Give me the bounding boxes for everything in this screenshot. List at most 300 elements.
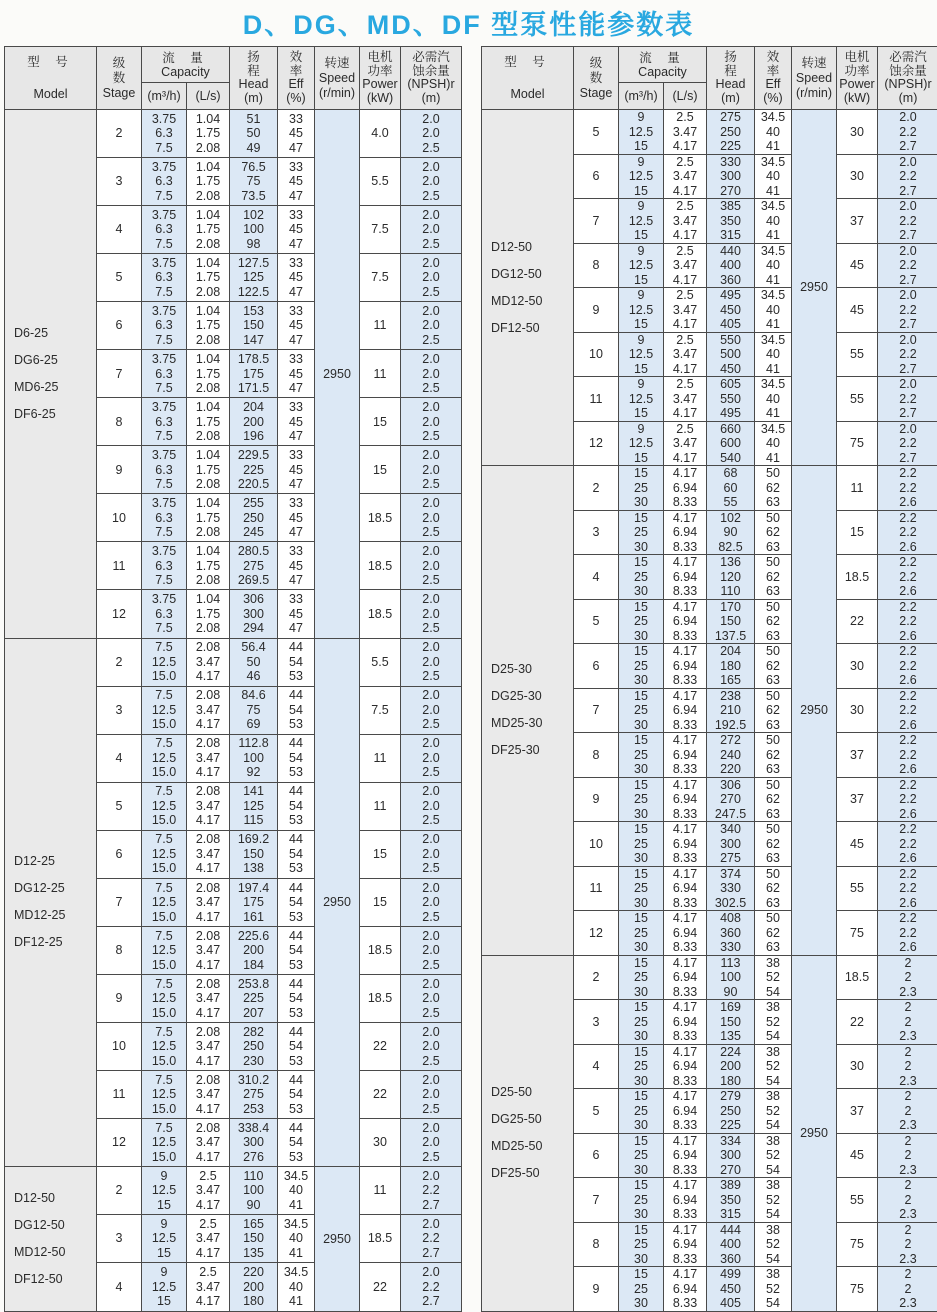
capacity-ls-cell: 2.08 3.47 4.17 [187, 878, 230, 926]
capacity-ls-cell: 4.17 6.94 8.33 [664, 822, 707, 867]
model-name: DG25-30 [491, 690, 573, 703]
capacity-m3h-cell: 3.75 6.3 7.5 [142, 254, 187, 302]
eff-cell: 38 52 54 [755, 1133, 792, 1178]
npsh-cell: 2.2 2.2 2.6 [878, 822, 937, 867]
model-cell [482, 466, 574, 956]
model-name: DF12-50 [14, 1273, 96, 1286]
capacity-ls-cell: 1.04 1.75 2.08 [187, 206, 230, 254]
npsh-cell: 2.0 2.0 2.5 [401, 686, 462, 734]
npsh-cell: 2.0 2.0 2.5 [401, 734, 462, 782]
capacity-m3h-cell: 7.5 12.5 15.0 [142, 734, 187, 782]
eff-cell: 50 62 63 [755, 866, 792, 911]
head-cell: 255 250 245 [230, 494, 278, 542]
eff-cell: 33 45 47 [278, 302, 315, 350]
npsh-cell: 2.0 2.2 2.7 [878, 154, 937, 199]
eff-cell: 38 52 54 [755, 1000, 792, 1045]
capacity-m3h-cell: 15 25 30 [619, 1267, 664, 1312]
eff-cell: 34.5 40 41 [755, 377, 792, 422]
stage-cell: 6 [97, 830, 142, 878]
eff-cell: 50 62 63 [755, 644, 792, 689]
head-cell: 204 180 165 [707, 644, 755, 689]
stage-cell: 12 [574, 911, 619, 956]
capacity-ls-cell: 4.17 6.94 8.33 [664, 1133, 707, 1178]
head-cell: 282 250 230 [230, 1022, 278, 1070]
power-cell: 5.5 [360, 638, 401, 686]
header-model-en: Model [5, 87, 96, 101]
capacity-ls-cell: 1.04 1.75 2.08 [187, 446, 230, 494]
speed-cell: 2950 [792, 955, 837, 1311]
stage-cell: 4 [574, 1044, 619, 1089]
pump-table-left [4, 46, 462, 1312]
head-cell: 229.5 225 220.5 [230, 446, 278, 494]
power-cell: 18.5 [360, 494, 401, 542]
model-name: D12-25 [14, 855, 96, 868]
head-cell: 280.5 275 269.5 [230, 542, 278, 590]
capacity-m3h-cell: 9 12.5 15 [142, 1215, 187, 1263]
capacity-m3h-cell: 3.75 6.3 7.5 [142, 494, 187, 542]
capacity-ls-cell: 4.17 6.94 8.33 [664, 688, 707, 733]
npsh-cell: 2.2 2.2 2.6 [878, 555, 937, 600]
npsh-cell: 2.2 2.2 2.6 [878, 644, 937, 689]
head-cell: 550 500 450 [707, 332, 755, 377]
power-cell: 55 [837, 332, 878, 377]
eff-cell: 34.5 40 41 [755, 110, 792, 155]
eff-cell: 33 45 47 [278, 590, 315, 638]
eff-cell: 44 54 53 [278, 878, 315, 926]
stage-cell: 5 [97, 254, 142, 302]
head-cell: 169.2 150 138 [230, 830, 278, 878]
capacity-ls-cell: 2.5 3.47 4.17 [664, 332, 707, 377]
capacity-m3h-cell: 7.5 12.5 15.0 [142, 830, 187, 878]
npsh-cell: 2.0 2.0 2.5 [401, 302, 462, 350]
npsh-cell: 2.0 2.0 2.5 [401, 926, 462, 974]
eff-cell: 50 62 63 [755, 510, 792, 555]
eff-cell: 50 62 63 [755, 555, 792, 600]
capacity-ls-cell: 1.04 1.75 2.08 [187, 302, 230, 350]
power-cell: 45 [837, 288, 878, 333]
power-cell: 15 [360, 830, 401, 878]
stage-cell: 12 [574, 421, 619, 466]
capacity-m3h-cell: 15 25 30 [619, 466, 664, 511]
capacity-ls-cell: 2.5 3.47 4.17 [664, 243, 707, 288]
power-cell: 18.5 [837, 955, 878, 1000]
npsh-cell: 2.0 2.0 2.5 [401, 1022, 462, 1070]
head-cell: 408 360 330 [707, 911, 755, 956]
stage-cell: 4 [97, 206, 142, 254]
power-cell: 11 [360, 302, 401, 350]
capacity-m3h-cell: 15 25 30 [619, 777, 664, 822]
capacity-ls-cell: 4.17 6.94 8.33 [664, 466, 707, 511]
model-name: D6-25 [14, 327, 96, 340]
power-cell: 7.5 [360, 686, 401, 734]
power-cell: 18.5 [360, 974, 401, 1022]
capacity-m3h-cell: 7.5 12.5 15.0 [142, 1070, 187, 1118]
eff-cell: 44 54 53 [278, 974, 315, 1022]
head-cell: 334 300 270 [707, 1133, 755, 1178]
power-cell: 18.5 [360, 590, 401, 638]
stage-cell: 3 [97, 1215, 142, 1263]
capacity-m3h-cell: 3.75 6.3 7.5 [142, 158, 187, 206]
capacity-m3h-cell: 15 25 30 [619, 1178, 664, 1223]
head-cell: 68 60 55 [707, 466, 755, 511]
capacity-m3h-cell: 7.5 12.5 15.0 [142, 974, 187, 1022]
power-cell: 45 [837, 822, 878, 867]
power-cell: 18.5 [360, 542, 401, 590]
stage-cell: 10 [97, 1022, 142, 1070]
model-name: MD12-50 [491, 295, 573, 308]
capacity-ls-cell: 2.08 3.47 4.17 [187, 686, 230, 734]
model-cell [5, 110, 97, 639]
power-cell: 45 [837, 1133, 878, 1178]
head-cell: 84.6 75 69 [230, 686, 278, 734]
page-title: D、DG、MD、DF 型泵性能参数表 [0, 0, 937, 46]
capacity-ls-cell: 2.08 3.47 4.17 [187, 1070, 230, 1118]
stage-cell: 8 [97, 926, 142, 974]
head-cell: 225.6 200 184 [230, 926, 278, 974]
speed-cell: 2950 [315, 638, 360, 1167]
npsh-cell: 2 2 2.3 [878, 1267, 937, 1312]
eff-cell: 33 45 47 [278, 446, 315, 494]
power-cell: 75 [837, 911, 878, 956]
model-name: D25-30 [491, 663, 573, 676]
capacity-m3h-cell: 7.5 12.5 15.0 [142, 1118, 187, 1166]
head-cell: 499 450 405 [707, 1267, 755, 1312]
npsh-cell: 2.2 2.2 2.6 [878, 599, 937, 644]
capacity-m3h-cell: 7.5 12.5 15.0 [142, 1022, 187, 1070]
eff-cell: 38 52 54 [755, 1178, 792, 1223]
npsh-cell: 2 2 2.3 [878, 1044, 937, 1089]
npsh-cell: 2.2 2.2 2.6 [878, 866, 937, 911]
eff-cell: 34.5 40 41 [278, 1167, 315, 1215]
head-cell: 338.4 300 276 [230, 1118, 278, 1166]
stage-cell: 9 [97, 446, 142, 494]
npsh-cell: 2 2 2.3 [878, 1089, 937, 1134]
stage-cell: 3 [97, 158, 142, 206]
capacity-ls-cell: 2.08 3.47 4.17 [187, 734, 230, 782]
model-name: DF12-50 [491, 322, 573, 335]
power-cell: 22 [837, 1000, 878, 1045]
power-cell: 15 [360, 878, 401, 926]
model-name: DG25-50 [491, 1113, 573, 1126]
head-cell: 102 90 82.5 [707, 510, 755, 555]
head-cell: 170 150 137.5 [707, 599, 755, 644]
capacity-m3h-cell: 15 25 30 [619, 911, 664, 956]
header-capacity-m3h: (m³/h) [619, 83, 664, 109]
head-cell: 110 100 90 [230, 1167, 278, 1215]
head-cell: 141 125 115 [230, 782, 278, 830]
power-cell: 11 [360, 782, 401, 830]
capacity-ls-cell: 2.08 3.47 4.17 [187, 638, 230, 686]
capacity-ls-cell: 1.04 1.75 2.08 [187, 158, 230, 206]
model-name: MD25-30 [491, 717, 573, 730]
npsh-cell: 2.0 2.0 2.5 [401, 542, 462, 590]
npsh-cell: 2.0 2.0 2.5 [401, 446, 462, 494]
npsh-cell: 2.0 2.2 2.7 [878, 421, 937, 466]
capacity-m3h-cell: 9 12.5 15 [619, 332, 664, 377]
table-row [482, 955, 937, 1000]
capacity-m3h-cell: 15 25 30 [619, 1133, 664, 1178]
npsh-cell: 2.0 2.0 2.5 [401, 1070, 462, 1118]
eff-cell: 34.5 40 41 [278, 1215, 315, 1263]
capacity-ls-cell: 2.5 3.47 4.17 [664, 421, 707, 466]
eff-cell: 33 45 47 [278, 110, 315, 158]
model-name: D12-50 [14, 1192, 96, 1205]
head-cell: 204 200 196 [230, 398, 278, 446]
head-cell: 56.4 50 46 [230, 638, 278, 686]
capacity-m3h-cell: 3.75 6.3 7.5 [142, 446, 187, 494]
stage-cell: 9 [97, 974, 142, 1022]
power-cell: 18.5 [360, 926, 401, 974]
head-cell: 153 150 147 [230, 302, 278, 350]
stage-cell: 12 [97, 590, 142, 638]
capacity-m3h-cell: 3.75 6.3 7.5 [142, 542, 187, 590]
npsh-cell: 2.0 2.2 2.7 [401, 1167, 462, 1215]
power-cell: 11 [360, 1167, 401, 1215]
header-capacity-ls: (L/s) [187, 83, 229, 109]
speed-cell: 2950 [792, 466, 837, 956]
eff-cell: 50 62 63 [755, 822, 792, 867]
capacity-m3h-cell: 3.75 6.3 7.5 [142, 590, 187, 638]
power-cell: 15 [360, 446, 401, 494]
head-cell: 444 400 360 [707, 1222, 755, 1267]
eff-cell: 44 54 53 [278, 926, 315, 974]
capacity-ls-cell: 4.17 6.94 8.33 [664, 510, 707, 555]
capacity-ls-cell: 4.17 6.94 8.33 [664, 866, 707, 911]
capacity-m3h-cell: 9 12.5 15 [619, 154, 664, 199]
capacity-ls-cell: 4.17 6.94 8.33 [664, 644, 707, 689]
eff-cell: 44 54 53 [278, 686, 315, 734]
power-cell: 18.5 [837, 555, 878, 600]
head-cell: 440 400 360 [707, 243, 755, 288]
power-cell: 37 [837, 199, 878, 244]
capacity-m3h-cell: 9 12.5 15 [619, 377, 664, 422]
stage-cell: 8 [574, 243, 619, 288]
model-name: MD12-50 [14, 1246, 96, 1259]
head-cell: 330 300 270 [707, 154, 755, 199]
eff-cell: 34.5 40 41 [755, 243, 792, 288]
stage-cell: 11 [97, 542, 142, 590]
header-capacity: 流 量 Capacity (m³/h) (L/s) [619, 47, 707, 110]
capacity-m3h-cell: 15 25 30 [619, 1222, 664, 1267]
stage-cell: 5 [574, 1089, 619, 1134]
stage-cell: 2 [574, 955, 619, 1000]
capacity-m3h-cell: 15 25 30 [619, 555, 664, 600]
head-cell: 165 150 135 [230, 1215, 278, 1263]
power-cell: 22 [360, 1022, 401, 1070]
capacity-m3h-cell: 15 25 30 [619, 1089, 664, 1134]
power-cell: 30 [837, 1044, 878, 1089]
tables-container [0, 46, 937, 1312]
capacity-m3h-cell: 9 12.5 15 [142, 1263, 187, 1311]
model-cell [482, 955, 574, 1311]
header-stage: 级 数 Stage [574, 47, 619, 110]
power-cell: 11 [360, 350, 401, 398]
header-model-cn: 型 号 [5, 55, 96, 69]
eff-cell: 34.5 40 41 [755, 154, 792, 199]
header-npsh: 必需汽 蚀余量 (NPSH)r (m) [401, 47, 462, 110]
npsh-cell: 2.0 2.0 2.5 [401, 974, 462, 1022]
capacity-m3h-cell: 9 12.5 15 [619, 199, 664, 244]
npsh-cell: 2.2 2.2 2.6 [878, 688, 937, 733]
capacity-ls-cell: 4.17 6.94 8.33 [664, 911, 707, 956]
capacity-m3h-cell: 9 12.5 15 [619, 421, 664, 466]
capacity-ls-cell: 2.5 3.47 4.17 [664, 110, 707, 155]
stage-cell: 7 [97, 878, 142, 926]
npsh-cell: 2.0 2.2 2.7 [878, 243, 937, 288]
power-cell: 37 [837, 1089, 878, 1134]
capacity-m3h-cell: 15 25 30 [619, 866, 664, 911]
stage-cell: 6 [574, 1133, 619, 1178]
model-name: MD6-25 [14, 381, 96, 394]
power-cell: 30 [837, 688, 878, 733]
head-cell: 238 210 192.5 [707, 688, 755, 733]
stage-cell: 10 [574, 822, 619, 867]
model-name: DG6-25 [14, 354, 96, 367]
eff-cell: 44 54 53 [278, 1070, 315, 1118]
eff-cell: 34.5 40 41 [755, 288, 792, 333]
head-cell: 374 330 302.5 [707, 866, 755, 911]
capacity-ls-cell: 4.17 6.94 8.33 [664, 1044, 707, 1089]
head-cell: 253.8 225 207 [230, 974, 278, 1022]
stage-cell: 8 [97, 398, 142, 446]
table-row [5, 110, 462, 158]
model-name: DF25-30 [491, 744, 573, 757]
stage-cell: 7 [574, 1178, 619, 1223]
capacity-ls-cell: 1.04 1.75 2.08 [187, 350, 230, 398]
head-cell: 310.2 275 253 [230, 1070, 278, 1118]
eff-cell: 50 62 63 [755, 688, 792, 733]
capacity-ls-cell: 2.5 3.47 4.17 [664, 377, 707, 422]
head-cell: 389 350 315 [707, 1178, 755, 1223]
eff-cell: 33 45 47 [278, 398, 315, 446]
npsh-cell: 2.2 2.2 2.6 [878, 911, 937, 956]
capacity-m3h-cell: 15 25 30 [619, 688, 664, 733]
stage-cell: 6 [574, 644, 619, 689]
npsh-cell: 2.0 2.0 2.5 [401, 590, 462, 638]
capacity-m3h-cell: 9 12.5 15 [619, 110, 664, 155]
header-speed: 转速 Speed (r/min) [792, 47, 837, 110]
eff-cell: 38 52 54 [755, 1089, 792, 1134]
capacity-ls-cell: 1.04 1.75 2.08 [187, 542, 230, 590]
npsh-cell: 2.2 2.2 2.6 [878, 510, 937, 555]
head-cell: 385 350 315 [707, 199, 755, 244]
head-cell: 127.5 125 122.5 [230, 254, 278, 302]
stage-cell: 2 [97, 1167, 142, 1215]
npsh-cell: 2.0 2.0 2.5 [401, 1118, 462, 1166]
npsh-cell: 2.2 2.2 2.6 [878, 466, 937, 511]
eff-cell: 34.5 40 41 [755, 199, 792, 244]
stage-cell: 4 [97, 734, 142, 782]
capacity-ls-cell: 4.17 6.94 8.33 [664, 955, 707, 1000]
npsh-cell: 2.0 2.0 2.5 [401, 782, 462, 830]
npsh-cell: 2 2 2.3 [878, 1178, 937, 1223]
power-cell: 37 [837, 777, 878, 822]
header-capacity-ls: (L/s) [664, 83, 706, 109]
capacity-m3h-cell: 9 12.5 15 [142, 1167, 187, 1215]
npsh-cell: 2 2 2.3 [878, 955, 937, 1000]
model-name: DG12-50 [491, 268, 573, 281]
head-cell: 660 600 540 [707, 421, 755, 466]
capacity-m3h-cell: 3.75 6.3 7.5 [142, 206, 187, 254]
npsh-cell: 2.0 2.2 2.7 [401, 1263, 462, 1311]
stage-cell: 2 [97, 110, 142, 158]
stage-cell: 4 [97, 1263, 142, 1311]
eff-cell: 33 45 47 [278, 254, 315, 302]
power-cell: 22 [837, 599, 878, 644]
capacity-m3h-cell: 7.5 12.5 15.0 [142, 782, 187, 830]
capacity-m3h-cell: 15 25 30 [619, 1044, 664, 1089]
capacity-ls-cell: 2.5 3.47 4.17 [187, 1263, 230, 1311]
eff-cell: 33 45 47 [278, 206, 315, 254]
speed-cell: 2950 [792, 110, 837, 466]
power-cell: 11 [837, 466, 878, 511]
capacity-m3h-cell: 15 25 30 [619, 1000, 664, 1045]
eff-cell: 44 54 53 [278, 782, 315, 830]
capacity-m3h-cell: 15 25 30 [619, 822, 664, 867]
header-eff: 效 率 Eff (%) [755, 47, 792, 110]
npsh-cell: 2.0 2.0 2.5 [401, 398, 462, 446]
power-cell: 7.5 [360, 206, 401, 254]
eff-cell: 44 54 53 [278, 1022, 315, 1070]
power-cell: 22 [360, 1070, 401, 1118]
head-cell: 495 450 405 [707, 288, 755, 333]
capacity-ls-cell: 2.5 3.47 4.17 [664, 288, 707, 333]
stage-cell: 5 [97, 782, 142, 830]
model-name: MD12-25 [14, 909, 96, 922]
eff-cell: 33 45 47 [278, 494, 315, 542]
capacity-m3h-cell: 7.5 12.5 15.0 [142, 638, 187, 686]
header-eff: 效 率 Eff (%) [278, 47, 315, 110]
head-cell: 306 270 247.5 [707, 777, 755, 822]
capacity-ls-cell: 2.5 3.47 4.17 [664, 199, 707, 244]
header-model: 型 号 Model [482, 47, 574, 110]
capacity-ls-cell: 4.17 6.94 8.33 [664, 599, 707, 644]
table-row [482, 466, 937, 511]
power-cell: 75 [837, 1267, 878, 1312]
table-row [5, 1167, 462, 1215]
eff-cell: 33 45 47 [278, 350, 315, 398]
power-cell: 30 [360, 1118, 401, 1166]
npsh-cell: 2.2 2.2 2.6 [878, 777, 937, 822]
npsh-cell: 2.0 2.2 2.7 [878, 199, 937, 244]
power-cell: 15 [837, 510, 878, 555]
stage-cell: 9 [574, 288, 619, 333]
eff-cell: 50 62 63 [755, 466, 792, 511]
stage-cell: 9 [574, 777, 619, 822]
stage-cell: 12 [97, 1118, 142, 1166]
head-cell: 76.5 75 73.5 [230, 158, 278, 206]
eff-cell: 34.5 40 41 [278, 1263, 315, 1311]
npsh-cell: 2.0 2.0 2.5 [401, 254, 462, 302]
stage-cell: 3 [97, 686, 142, 734]
capacity-ls-cell: 4.17 6.94 8.33 [664, 1089, 707, 1134]
model-cell [482, 110, 574, 466]
capacity-ls-cell: 2.08 3.47 4.17 [187, 926, 230, 974]
power-cell: 55 [837, 866, 878, 911]
stage-cell: 7 [97, 350, 142, 398]
eff-cell: 50 62 63 [755, 599, 792, 644]
stage-cell: 6 [97, 302, 142, 350]
capacity-ls-cell: 4.17 6.94 8.33 [664, 1178, 707, 1223]
capacity-m3h-cell: 15 25 30 [619, 644, 664, 689]
stage-cell: 7 [574, 688, 619, 733]
stage-cell: 2 [97, 638, 142, 686]
head-cell: 197.4 175 161 [230, 878, 278, 926]
capacity-ls-cell: 4.17 6.94 8.33 [664, 1000, 707, 1045]
npsh-cell: 2.0 2.0 2.5 [401, 206, 462, 254]
npsh-cell: 2.2 2.2 2.6 [878, 733, 937, 778]
model-name: DF12-25 [14, 936, 96, 949]
